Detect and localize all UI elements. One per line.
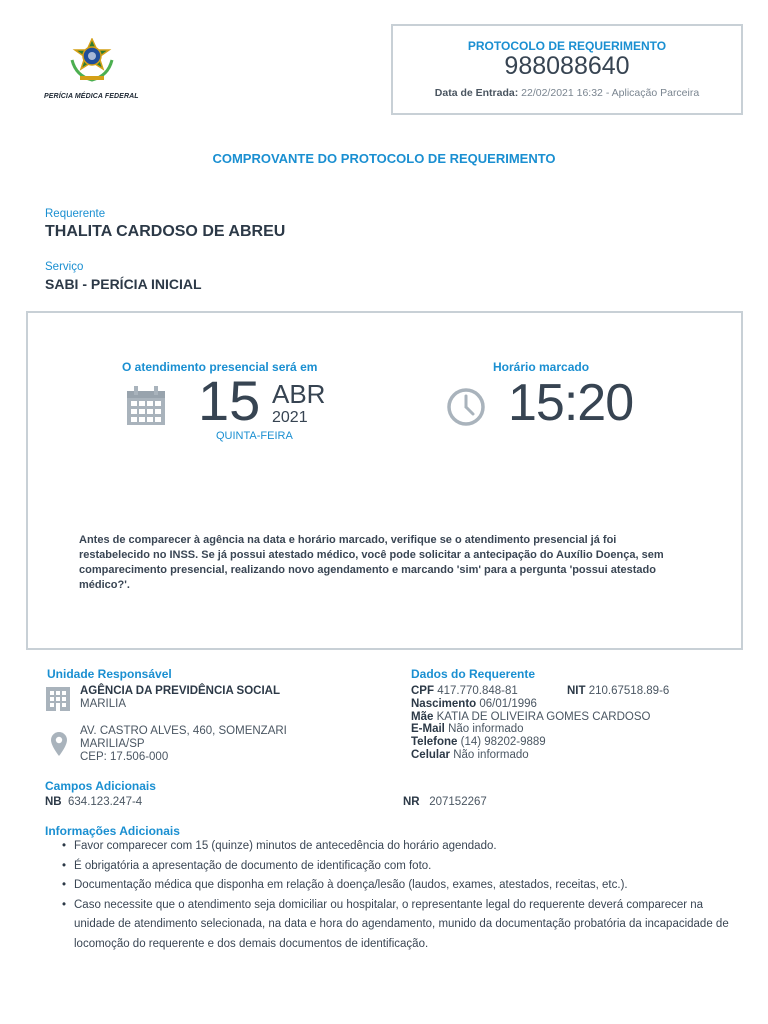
clock-icon [445,386,487,428]
birth-label: Nascimento [411,698,477,710]
list-item: • Favor comparecer com 15 (quinze) minutos de antecedência do horário agendado. [60,837,740,857]
nr-label: NR [403,796,420,808]
protocol-number: 988088640 [504,52,630,80]
coat-of-arms-icon [66,38,118,88]
email-value: Não informado [448,723,524,735]
nr-field [403,796,487,809]
nr-value: 207152267 [429,796,487,808]
appointment-day: 15 [198,369,261,432]
entry-date-label: Data de Entrada: [434,87,519,99]
service-value: SABI - PERÍCIA INICIAL [45,276,202,292]
mother-value: KATIA DE OLIVEIRA GOMES CARDOSO [436,711,651,723]
cpf-value: 417.770.848-81 [437,685,518,697]
protocol-box [391,24,743,115]
mother-label: Mãe [411,711,434,723]
cpf-label: CPF [411,685,434,697]
appointment-month: ABR [272,379,326,409]
location-pin-icon [50,731,68,757]
cell-label: Celular [411,749,450,761]
entry-date [393,87,741,99]
appointment-box [26,311,743,650]
phone-field [411,736,546,749]
unit-title: Unidade Responsável [47,667,172,681]
appointment-year: 2021 [272,409,308,426]
unit-address-line1: AV. CASTRO ALVES, 460, SOMENZARI [80,725,287,737]
cell-field [411,749,529,762]
service-label: Serviço [45,261,84,273]
nit-field [567,685,669,698]
nit-label: NIT [567,685,586,697]
calendar-icon [125,385,167,427]
appointment-note: Antes de comparecer à agência na data e horário marcado, verifique se o atendimento presencial já foi restabelecido no INSS. Se já possui atestado médico, você pode solicitar a antecipação do Auxílio Doença, sem comparecimento presencial, realizando novo agendamento e marcando 'sim' para a pergunta 'possui atestado médico?'. [79,534,664,591]
appointment-date-label: O atendimento presencial será em [122,360,318,374]
additional-info-title: Informações Adicionais [45,824,180,838]
nb-label: NB [45,796,62,808]
unit-address-line2: MARILIA/SP [80,738,145,750]
protocol-label: PROTOCOLO DE REQUERIMENTO [467,39,667,53]
birth-field [411,698,537,711]
agency-name: PERÍCIA MÉDICA FEDERAL [44,93,139,100]
appointment-time: 15:20 [508,374,634,432]
email-label: E-Mail [411,723,445,735]
appointment-time-label: Horário marcado [493,360,590,374]
entry-date-value: 22/02/2021 16:32 - Aplicação Parceira [521,87,700,99]
additional-info-list [60,837,740,954]
birth-value: 06/01/1996 [479,698,537,710]
email-field [411,723,524,736]
requester-data-title: Dados do Requerente [411,667,536,681]
cpf-field [411,685,518,698]
unit-address-line3: CEP: 17.506-000 [80,751,169,763]
nb-value: 634.123.247-4 [68,796,143,808]
phone-label: Telefone [411,736,458,748]
appointment-weekday: QUINTA-FEIRA [216,430,293,442]
unit-city: MARILIA [80,698,127,710]
extra-fields-title: Campos Adicionais [45,779,156,793]
phone-value: (14) 98202-9889 [460,736,546,748]
building-icon [45,686,71,712]
cell-value: Não informado [453,749,529,761]
nit-value: 210.67518.89-6 [588,685,670,697]
document-title: COMPROVANTE DO PROTOCOLO DE REQUERIMENTO [212,151,556,166]
coat-of-arms-logo [44,38,140,102]
unit-name: AGÊNCIA DA PREVIDÊNCIA SOCIAL [80,685,280,697]
list-item: • Caso necessite que o atendimento seja domiciliar ou hospitalar, o representante legal do requerente deverá comparecer na unidade de atendimento selecionada, na data e hora do agendamento, munido da documentação probatória da incapacidade de locomoção do requerente e dos demais documentos de identificação. [60,896,740,955]
list-item: • Documentação médica que disponha em relação à doença/lesão (laudos, exames, atestados, receitas, etc.). [60,876,740,896]
requester-name: THALITA CARDOSO DE ABREU [45,223,286,240]
requester-label: Requerente [45,208,106,220]
nb-field [45,796,142,809]
list-item: • É obrigatória a apresentação de documento de identificação com foto. [60,857,740,877]
